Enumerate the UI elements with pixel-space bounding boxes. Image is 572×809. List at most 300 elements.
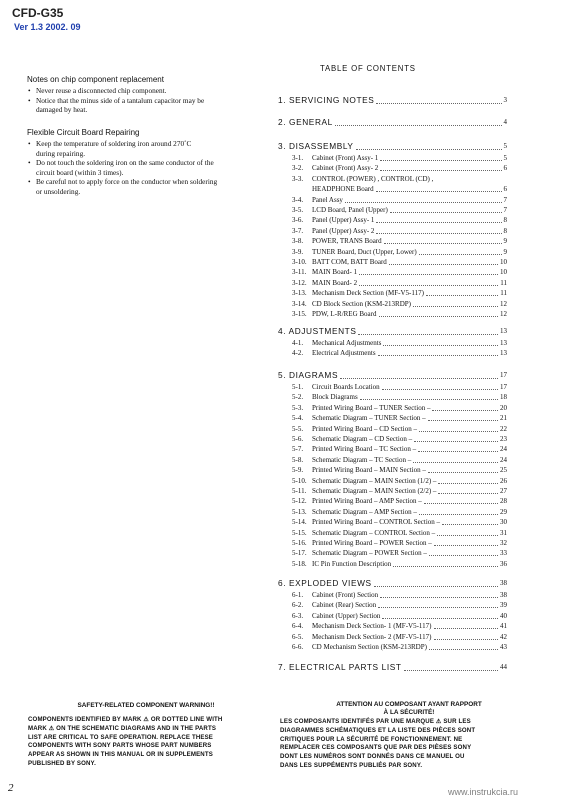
toc-item[interactable] [278, 560, 507, 569]
toc-section[interactable] [278, 326, 507, 337]
toc-section-label: 2. GENERAL [278, 117, 333, 127]
toc-item-number: 6-2. [292, 601, 304, 610]
toc-item-text [278, 549, 427, 558]
toc-item-number: 5-18. [292, 559, 307, 568]
toc-item-number: 3-1. [292, 154, 304, 162]
toc-item-text [278, 383, 380, 392]
toc-item-number: 5-5. [292, 424, 304, 433]
french-warning-text [280, 718, 475, 771]
toc-item-number: 5-14. [292, 518, 307, 527]
toc-item-page: 33 [500, 549, 507, 558]
toc-item-page: 10 [500, 258, 507, 266]
toc-item-number: 5-9. [292, 466, 304, 475]
toc-item-title: CD Block Section (KSM-213RDP) [312, 299, 411, 308]
toc-item-title: Schematic Diagram – POWER Section – [312, 549, 427, 558]
toc-item-title: IC Pin Function Description [312, 559, 392, 568]
toc-item-number: 5-12. [292, 497, 307, 506]
toc-item[interactable] [278, 258, 507, 267]
toc-section[interactable] [278, 662, 507, 673]
toc-item-text [278, 466, 426, 475]
toc-dot-leader [413, 306, 498, 307]
model-name: CFD-G35 [12, 6, 64, 20]
toc-item-title: BATT COM, BATT Board [312, 258, 387, 266]
toc-item-page: 43 [500, 643, 507, 651]
warning-line: MARK ⚠ ON THE SCHEMATIC DIAGRAMS AND IN THE PARTS [28, 724, 217, 732]
toc-dot-leader [379, 316, 499, 317]
toc-item[interactable] [278, 349, 507, 358]
toc-item-text [278, 591, 378, 600]
toc-item-page: 7 [503, 195, 507, 204]
toc-item[interactable] [278, 279, 507, 288]
toc-item-number: 3-5. [292, 206, 304, 214]
toc-item-title: Cabinet (Front) Assy- 1 [312, 154, 379, 162]
toc-item-text [278, 414, 426, 423]
toc-dot-leader [390, 212, 502, 213]
toc-item-number: 3-7. [292, 226, 304, 235]
toc-section-page: 44 [500, 663, 507, 671]
toc-item-text [278, 268, 357, 277]
toc-dot-leader [419, 514, 498, 515]
toc-item[interactable] [278, 154, 507, 163]
toc-item-number: 5-6. [292, 435, 304, 443]
toc-item-page: 20 [500, 403, 507, 412]
french-warning-title-2: À LA SÉCURITÉ! [383, 709, 435, 716]
toc-dot-leader [442, 524, 498, 525]
note-line: circuit board (within 3 times). [36, 167, 124, 177]
toc-item[interactable] [278, 289, 507, 298]
toc-item[interactable] [278, 196, 507, 205]
toc-item-page: 28 [500, 497, 507, 506]
toc-item-page: 24 [500, 455, 507, 464]
toc-section-page: 5 [503, 142, 507, 150]
toc-item-title: Printed Wiring Board – AMP Section – [312, 497, 422, 506]
warning-line: LES COMPOSANTS IDENTIFÉS PAR UNE MARQUE ⚠ SUR LES [280, 718, 471, 725]
toc-item-page: 8 [503, 226, 507, 235]
toc-item[interactable] [278, 414, 507, 423]
toc-item-page: 22 [500, 424, 507, 433]
warning-line: CRITIQUES POUR LA SÉCURITÉ DE FONCTIONNEMENT. NE [280, 735, 463, 743]
toc-section-label: 3. DISASSEMBLY [278, 141, 354, 151]
toc-item-title: TUNER Board, Duct (Upper, Lower) [312, 247, 417, 256]
toc-item-text [278, 508, 417, 517]
note-line: • Never reuse a disconnected chip component. [36, 86, 167, 95]
warning-line: COMPONENTS IDENTIFIED BY MARK ⚠ OR DOTTED LINE WITH [28, 716, 223, 723]
toc-item-text [278, 349, 376, 358]
french-warning-title-1: ATTENTION AU COMPOSANT AYANT RAPPORT [336, 701, 482, 708]
toc-dot-leader [378, 355, 498, 356]
toc-item-number: 6-5. [292, 632, 304, 641]
toc-dot-leader [359, 274, 498, 275]
warning-line: COMPONENTS WITH SONY PARTS WHOSE PART NUMBERS [28, 742, 212, 750]
toc-item-number: 4-2. [292, 349, 304, 358]
toc-item-title: CD Mechanism Section (KSM-213RDP) [312, 643, 427, 651]
toc-item-page: 39 [500, 601, 507, 610]
toc-item-text [278, 248, 417, 257]
toc-dot-leader [426, 295, 498, 296]
toc-item-page: 40 [500, 611, 507, 620]
toc-item-number: 5-13. [292, 507, 307, 516]
toc-item[interactable] [278, 310, 507, 319]
toc-item-text [278, 456, 411, 465]
toc-title: TABLE OF CONTENTS [320, 64, 416, 73]
toc-item-text [278, 237, 382, 246]
toc-item-title: Printed Wiring Board – CONTROL Section – [312, 518, 441, 527]
toc-item[interactable] [278, 216, 507, 225]
toc-item-text [278, 497, 422, 506]
warning-line: PUBLISHED BY SONY. [28, 759, 96, 767]
toc-item-title: Printed Wiring Board – CD Section – [312, 424, 417, 433]
toc-item-text [278, 445, 416, 454]
toc-item[interactable] [278, 445, 507, 454]
toc-item-text [278, 258, 387, 267]
toc-item-number: 5-16. [292, 539, 307, 547]
toc-item[interactable] [278, 529, 507, 538]
toc-dot-leader [376, 222, 501, 223]
toc-item[interactable] [278, 508, 507, 517]
toc-dot-leader [345, 202, 502, 203]
toc-item-cont-text: HEADPHONE Board [312, 185, 374, 194]
toc-item[interactable] [278, 383, 507, 392]
toc-item-page: 13 [500, 349, 507, 358]
toc-dot-leader [428, 472, 498, 473]
toc-item[interactable] [278, 643, 507, 652]
toc-dot-leader [380, 170, 501, 171]
toc-item-number: 3-8. [292, 237, 304, 246]
toc-item-text [278, 279, 357, 288]
toc-dot-leader [434, 545, 498, 546]
watermark: www.instrukcia.ru [448, 787, 519, 797]
toc-item-title: Mechanism Deck Section (MF-V5-117) [312, 289, 424, 298]
toc-dot-leader [389, 264, 498, 265]
toc-section-page: 38 [500, 579, 507, 587]
toc-item-title: Schematic Diagram – CONTROL Section – [312, 528, 436, 537]
toc-item-title: Schematic Diagram – TC Section – [312, 455, 412, 464]
toc-item[interactable] [278, 435, 507, 444]
toc-dot-leader [380, 160, 501, 161]
note-item [27, 96, 255, 115]
warning-line: REMPLACER CES COMPOSANTS QUE PAR DES PIÈSES SONY [280, 744, 472, 752]
toc-item-page: 9 [503, 247, 507, 256]
toc-item-text [278, 477, 436, 486]
toc-dot-leader [376, 233, 501, 234]
toc-item-title: Schematic Diagram – AMP Section – [312, 507, 417, 516]
toc-item-number: 3-2. [292, 164, 304, 173]
warning-line: LIST ARE CRITICAL TO SAFE OPERATION. REPLACE THESE [28, 733, 214, 741]
note-item [27, 86, 255, 96]
toc-dot-leader [414, 441, 498, 442]
table-of-contents [278, 0, 507, 809]
toc-item-number: 3-4. [292, 195, 304, 204]
toc-item[interactable] [278, 206, 507, 215]
toc-dot-leader [393, 566, 498, 567]
toc-item[interactable] [278, 497, 507, 506]
toc-item-page: 13 [500, 339, 507, 347]
toc-item-title: POWER, TRANS Board [312, 237, 382, 246]
toc-item[interactable] [278, 477, 507, 486]
toc-item-text [278, 487, 436, 496]
toc-section-label: 6. EXPLODED VIEWS [278, 578, 372, 588]
toc-section[interactable] [278, 141, 507, 152]
toc-item-text [278, 435, 412, 444]
toc-item-text [278, 643, 427, 652]
toc-item[interactable] [278, 549, 507, 558]
toc-dot-leader [434, 639, 499, 640]
toc-item-title: Panel (Upper) Assy- 2 [312, 226, 375, 235]
toc-item-page: 42 [500, 632, 507, 641]
toc-section-label: 1. SERVICING NOTES [278, 95, 375, 105]
toc-item-number: 5-4. [292, 414, 304, 423]
toc-item-title: Printed Wiring Board – TC Section – [312, 445, 417, 454]
toc-dot-leader [380, 597, 498, 598]
toc-dot-leader [429, 649, 498, 650]
toc-item[interactable] [278, 404, 507, 413]
toc-item-title: MAIN Board- 1 [312, 268, 358, 277]
toc-item[interactable] [278, 248, 507, 257]
toc-dot-leader [432, 410, 498, 411]
toc-dot-leader [438, 483, 498, 484]
toc-item-title: Cabinet (Upper) Section [312, 611, 381, 620]
safety-warning-title: SAFETY-RELATED COMPONENT WARNING!! [77, 702, 215, 709]
toc-section-page: 17 [500, 371, 507, 379]
note-line: • Notice that the minus side of a tantalum capacitor may be [36, 95, 205, 105]
toc-item-page: 12 [500, 299, 507, 308]
toc-item[interactable] [278, 393, 507, 402]
toc-item-text [278, 622, 432, 631]
toc-item-title: Panel (Upper) Assy- 1 [312, 216, 375, 225]
toc-section[interactable] [278, 95, 507, 106]
toc-item[interactable] [278, 518, 507, 527]
toc-item-text [278, 518, 440, 527]
toc-dot-leader [419, 431, 498, 432]
toc-item-number: 5-10. [292, 476, 307, 485]
toc-item-continued[interactable] [278, 185, 507, 194]
warning-line: DONT LES NUMÉROS SONT DONNÉS DANS CE MANUEL OU [280, 753, 465, 761]
toc-section-label: 5. DIAGRAMS [278, 370, 339, 380]
toc-item-text [278, 601, 376, 610]
toc-item-number: 3-3. [292, 174, 304, 183]
toc-item[interactable] [278, 425, 507, 434]
toc-item-title: Cabinet (Front) Assy- 2 [312, 164, 379, 173]
toc-item-text [278, 404, 430, 413]
toc-section[interactable] [278, 578, 507, 589]
toc-item-page: 7 [503, 206, 507, 214]
toc-item-page: 27 [500, 487, 507, 495]
toc-item-number: 5-17. [292, 549, 307, 558]
toc-dot-leader [428, 420, 498, 421]
chip-notes-list [27, 86, 255, 115]
toc-item-text [278, 529, 435, 538]
page-number: 2 [8, 782, 14, 794]
toc-item-text [278, 227, 374, 236]
toc-dot-leader [429, 555, 498, 556]
toc-dot-leader [404, 670, 498, 671]
toc-section-page: 4 [503, 118, 507, 126]
toc-dot-leader [376, 191, 502, 192]
toc-dot-leader [384, 243, 502, 244]
toc-item[interactable] [278, 339, 507, 348]
toc-dot-leader [413, 462, 498, 463]
toc-section[interactable] [278, 117, 507, 128]
toc-item[interactable] [278, 237, 507, 246]
toc-dot-leader [424, 503, 498, 504]
toc-item-number: 5-8. [292, 455, 304, 464]
toc-item[interactable] [278, 466, 507, 475]
toc-item-text [278, 633, 432, 642]
toc-item-title: Mechanism Deck Section- 1 (MF-V5-117) [312, 622, 432, 631]
chip-notes-title: Notes on chip component replacement [27, 75, 164, 84]
toc-item-text [278, 339, 381, 348]
toc-item[interactable] [278, 601, 507, 610]
toc-item-page: 6 [503, 185, 507, 194]
toc-item-text [278, 300, 411, 309]
toc-item[interactable] [278, 456, 507, 465]
flex-notes-title: Flexible Circuit Board Repairing [27, 128, 140, 137]
toc-item-title: Cabinet (Rear) Section [312, 601, 377, 610]
toc-section-label: 4. ADJUSTMENTS [278, 326, 357, 336]
toc-dot-leader [419, 254, 502, 255]
toc-item-title: Printed Wiring Board – TUNER Section – [312, 403, 431, 412]
toc-item-number: 6-1. [292, 591, 304, 599]
toc-dot-leader [383, 345, 498, 346]
toc-item-text [278, 154, 378, 163]
note-line: • Do not touch the soldering iron on the same conductor of the [36, 158, 214, 168]
toc-section-page: 3 [503, 96, 507, 104]
toc-item-text [278, 393, 358, 402]
toc-item-number: 5-7. [292, 445, 304, 454]
toc-item-number: 5-11. [292, 487, 307, 495]
toc-item-number: 4-1. [292, 339, 304, 347]
note-line: or unsoldering. [36, 186, 81, 196]
toc-item-page: 11 [500, 289, 507, 298]
warning-line: DIAGRAMMES SCHÉMATIQUES ET LA LISTE DES PIÈCES SONT [280, 726, 476, 734]
toc-item-number: 5-15. [292, 528, 307, 537]
toc-item[interactable] [278, 539, 507, 548]
toc-item-number: 5-1. [292, 383, 304, 391]
note-item [27, 177, 255, 196]
note-item [27, 139, 255, 158]
toc-dot-leader [358, 334, 498, 335]
toc-item-text [278, 164, 378, 173]
toc-item-page: 32 [500, 539, 507, 547]
toc-item-text [278, 612, 380, 621]
note-line: during repairing. [36, 148, 86, 158]
toc-section-label: 7. ELECTRICAL PARTS LIST [278, 662, 402, 672]
toc-dot-leader [418, 451, 498, 452]
toc-dot-leader [382, 389, 498, 390]
toc-dot-leader [360, 399, 498, 400]
toc-item-text [278, 425, 417, 434]
toc-item-page: 10 [500, 268, 507, 277]
toc-item-title: LCD Board, Panel (Upper) [312, 206, 388, 214]
toc-item-text [278, 196, 343, 205]
toc-item-page: 41 [500, 622, 507, 631]
toc-item-title: Mechanism Deck Section- 2 (MF-V5-117) [312, 632, 432, 641]
toc-item-page: 17 [500, 383, 507, 391]
toc-item[interactable] [278, 487, 507, 496]
toc-item-title: Circuit Boards Location [312, 383, 380, 391]
toc-item-text [278, 560, 391, 569]
toc-item-number: 3-9. [292, 247, 304, 256]
toc-item-title: MAIN Board- 2 [312, 278, 358, 287]
toc-item[interactable] [278, 612, 507, 621]
toc-item-title: Schematic Diagram – TUNER Section – [312, 414, 426, 423]
toc-item-page: 5 [503, 154, 507, 162]
toc-item-number: 6-6. [292, 643, 304, 651]
toc-dot-leader [340, 378, 498, 379]
toc-item-page: 24 [500, 445, 507, 454]
toc-item-page: 29 [500, 507, 507, 516]
toc-item-title: Schematic Diagram – MAIN Section (2/2) – [312, 487, 437, 495]
toc-item-title: Mechanical Adjustments [312, 339, 382, 347]
toc-item-text [278, 175, 433, 184]
flex-notes-list [27, 139, 255, 197]
note-line: • Be careful not to apply force on the conductor when soldering [36, 177, 218, 187]
toc-item-title: Schematic Diagram – CD Section – [312, 435, 413, 443]
toc-item-title: Printed Wiring Board – MAIN Section – [312, 466, 426, 475]
toc-item-page: 25 [500, 466, 507, 475]
toc-dot-leader [378, 607, 498, 608]
note-line: damaged by heat. [36, 105, 88, 115]
toc-section-page: 13 [500, 327, 507, 335]
toc-item-number: 3-11. [292, 268, 307, 277]
toc-item-page: 12 [500, 310, 507, 318]
toc-item-page: 36 [500, 559, 507, 568]
toc-item-text [278, 216, 374, 225]
toc-item-number: 3-10. [292, 258, 307, 266]
toc-item-text [278, 539, 432, 548]
toc-item-title: CONTROL (POWER) , CONTROL (CD) , [312, 174, 434, 183]
toc-item[interactable] [278, 164, 507, 173]
toc-section[interactable] [278, 370, 507, 381]
warning-line: APPEAR AS SHOWN IN THIS MANUAL OR IN SUPPLEMENTS [28, 751, 213, 759]
toc-item-page: 9 [503, 237, 507, 246]
toc-item[interactable] [278, 300, 507, 309]
toc-item-page: 8 [503, 216, 507, 225]
toc-item[interactable] [278, 268, 507, 277]
toc-item-title: Panel Assy [312, 195, 343, 204]
toc-item-number: 3-13. [292, 289, 307, 298]
toc-item-number: 5-2. [292, 393, 304, 402]
toc-item-page: 21 [500, 414, 507, 423]
toc-item[interactable] [278, 633, 507, 642]
toc-item-page: 31 [500, 528, 507, 537]
toc-item-title: Cabinet (Front) Section [312, 591, 379, 599]
toc-item[interactable] [278, 591, 507, 600]
note-line: • Keep the temperature of soldering iron around 270˚C [36, 139, 192, 148]
toc-item-title: PDW, L-R/REG Board [312, 310, 377, 318]
toc-item-title: Printed Wiring Board – POWER Section – [312, 539, 432, 547]
toc-item-title: Schematic Diagram – MAIN Section (1/2) – [312, 476, 437, 485]
safety-warning-text [28, 716, 222, 769]
toc-dot-leader [376, 103, 501, 104]
toc-item-text [278, 310, 377, 319]
toc-dot-leader [359, 285, 498, 286]
toc-dot-leader [382, 618, 498, 619]
toc-item-page: 6 [503, 164, 507, 173]
toc-item-number: 6-3. [292, 611, 304, 620]
toc-item-number: 5-3. [292, 403, 304, 412]
toc-item[interactable] [278, 227, 507, 236]
toc-item-page: 38 [500, 591, 507, 599]
toc-item-page: 11 [500, 278, 507, 287]
toc-dot-leader [356, 149, 502, 150]
version-label: Ver 1.3 2002. 09 [14, 22, 81, 32]
toc-item-number: 3-14. [292, 299, 307, 308]
toc-item[interactable] [278, 175, 507, 184]
toc-item-number: 3-6. [292, 216, 304, 225]
toc-item[interactable] [278, 622, 507, 631]
toc-dot-leader [335, 125, 502, 126]
